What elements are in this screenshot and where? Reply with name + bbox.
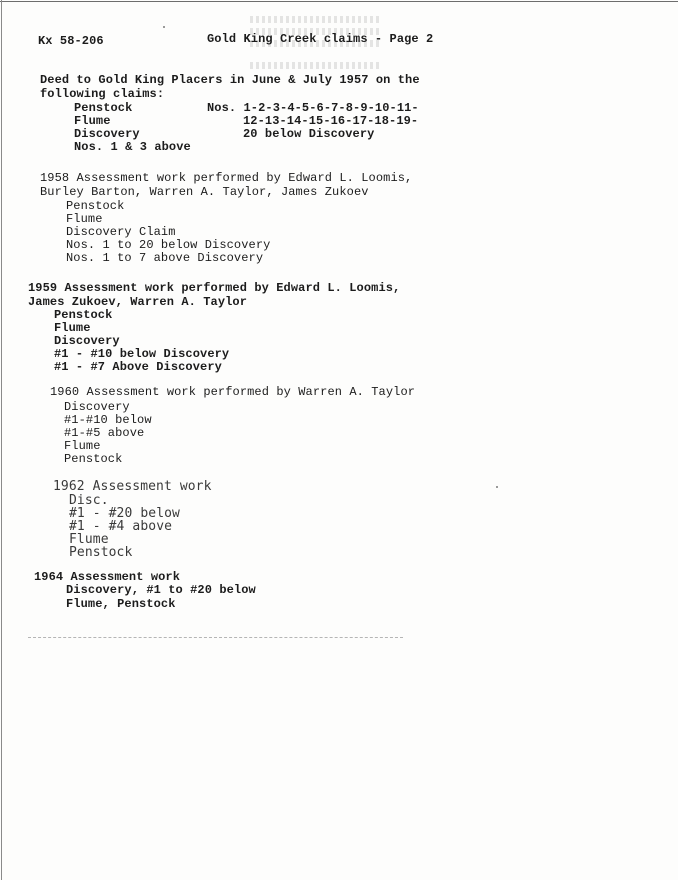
entry-1958-item: Discovery Claim bbox=[66, 225, 176, 239]
entry-1958-line-2: Burley Barton, Warren A. Taylor, James Zukoev bbox=[40, 185, 369, 199]
entry-1960-item: #1-#5 above bbox=[64, 426, 145, 440]
deed-claim: Flume bbox=[74, 114, 111, 128]
deed-claim: Penstock bbox=[74, 101, 133, 115]
entry-1958-line-1: 1958 Assessment work performed by Edward L. Loomis, bbox=[40, 171, 413, 185]
entry-1959-item: Penstock bbox=[54, 308, 113, 322]
entry-1962-item: Penstock bbox=[69, 545, 133, 560]
page-title: Gold King Creek claims - Page 2 bbox=[207, 32, 434, 46]
entry-1962-item: #1 - #4 above bbox=[69, 519, 173, 534]
entry-1960-item: Discovery bbox=[64, 400, 130, 414]
entry-1959-item: Discovery bbox=[54, 334, 120, 348]
entry-1964-item: Flume, Penstock bbox=[66, 597, 176, 611]
entry-1958-item: Nos. 1 to 7 above Discovery bbox=[66, 251, 264, 265]
entry-1958-item: Penstock bbox=[66, 199, 125, 213]
deed-line-1: Deed to Gold King Placers in June & July 1957 on the bbox=[40, 73, 420, 87]
deed-claim: Nos. 1 & 3 above bbox=[74, 140, 191, 154]
entry-1964-item: Discovery, #1 to #20 below bbox=[66, 583, 256, 597]
entry-1959-item: #1 - #7 Above Discovery bbox=[54, 360, 222, 374]
entry-1962-line-1: 1962 Assessment work bbox=[53, 479, 212, 494]
entry-1960-item: #1-#10 below bbox=[64, 413, 152, 427]
deed-line-2: following claims: bbox=[40, 87, 165, 101]
entry-1962-item: Flume bbox=[69, 532, 109, 547]
entry-1960-line-1: 1960 Assessment work performed by Warren A. Taylor bbox=[50, 385, 416, 399]
faint-divider-line bbox=[28, 637, 403, 638]
entry-1960-item: Penstock bbox=[64, 452, 123, 466]
entry-1959-item: #1 - #10 below Discovery bbox=[54, 347, 230, 361]
entry-1959-line-1: 1959 Assessment work performed by Edward L. Loomis, bbox=[28, 281, 401, 295]
deed-nos-line-2: 12-13-14-15-16-17-18-19- bbox=[243, 114, 419, 128]
ink-speck bbox=[163, 26, 165, 28]
entry-1962-item: Disc. bbox=[69, 493, 109, 508]
ink-speck bbox=[496, 486, 498, 488]
entry-1959-line-2: James Zukoev, Warren A. Taylor bbox=[28, 295, 248, 309]
deed-claim: Discovery bbox=[74, 127, 140, 141]
entry-1964-line-1: 1964 Assessment work bbox=[34, 570, 181, 584]
case-number: Kx 58-206 bbox=[38, 34, 104, 48]
entry-1960-item: Flume bbox=[64, 439, 101, 453]
page-left-edge bbox=[1, 0, 2, 880]
deed-nos-line-1: Nos. 1-2-3-4-5-6-7-8-9-10-11- bbox=[207, 101, 419, 115]
entry-1958-item: Nos. 1 to 20 below Discovery bbox=[66, 238, 271, 252]
entry-1959-item: Flume bbox=[54, 321, 91, 335]
page-top-edge bbox=[0, 1, 678, 2]
deed-nos-line-3: 20 below Discovery bbox=[243, 127, 375, 141]
entry-1958-item: Flume bbox=[66, 212, 103, 226]
entry-1962-item: #1 - #20 below bbox=[69, 506, 180, 521]
